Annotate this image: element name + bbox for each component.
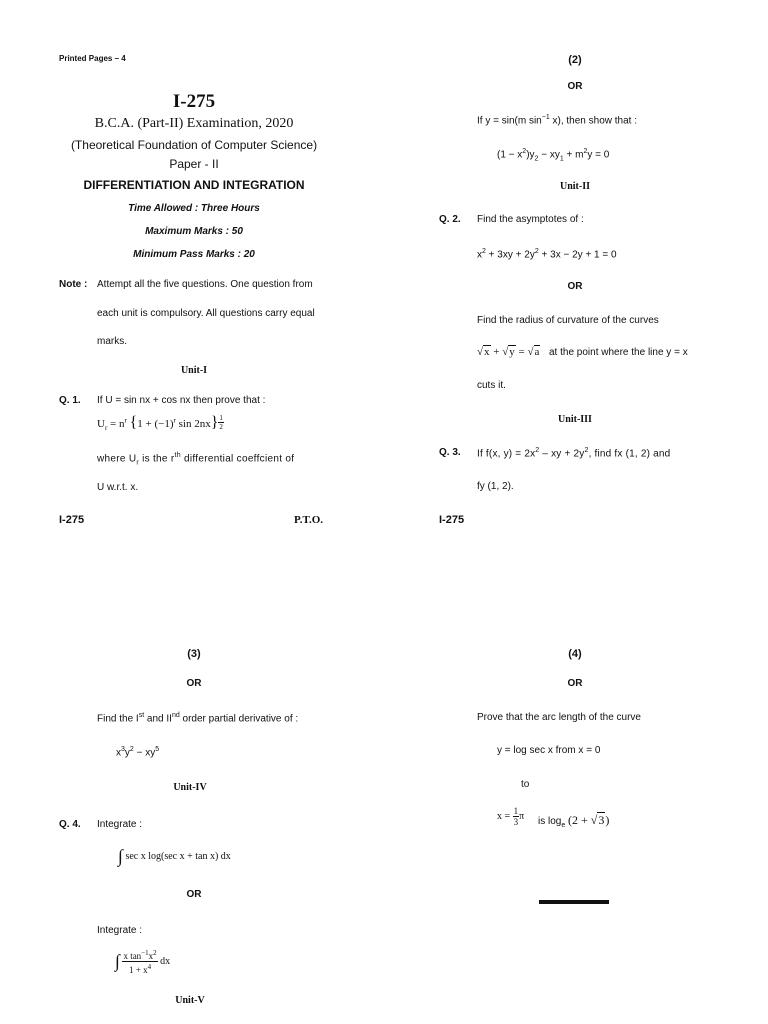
asymptote-equation: $x^2 + 3xy + 2y^2 + 3x - 2y + 1 = 0$: [477, 248, 617, 261]
unit-heading: Unit-IV: [173, 782, 207, 793]
unit-heading: Unit-I: [180, 365, 208, 376]
page-number: (2): [568, 54, 582, 66]
time-allowed: Time Allowed : Three Hours: [128, 203, 260, 214]
printed-pages: Printed Pages – 4: [59, 54, 126, 63]
q-text-b: x), then show that :: [549, 115, 637, 127]
partial-text-a: Find the I: [97, 713, 139, 725]
q-text-a: If y = sin(m sin: [477, 115, 542, 127]
where-text-c: differential coeffcient of: [180, 453, 295, 465]
unit-heading: Unit-V: [175, 995, 205, 1006]
to-text: to: [521, 779, 530, 790]
q1-where-line-2: U w.r.t. x.: [97, 482, 139, 493]
differential-equation: $(1 - x^2)y_2 - xy_1 + m^2y = 0$: [497, 148, 610, 163]
note-label: Note :: [59, 279, 88, 290]
partial-question: Find the Ist and IInd order partial derivative of :: [97, 712, 299, 725]
or-heading: OR: [186, 678, 202, 689]
min-marks: Minimum Pass Marks : 20: [133, 249, 255, 260]
exam-title: B.C.A. (Part-II) Examination, 2020: [94, 116, 294, 131]
q1-formula: $U_r = n^r$ {$1 + (-1)^r$ sin 2nx} $\frac{1}{2}$: [97, 414, 223, 433]
result-text: is $\log_e (2 + √3)$: [538, 813, 610, 829]
paper-code-heading: I-275: [172, 91, 216, 112]
footer-paper-code: I-275: [439, 514, 465, 526]
page-number: (3): [187, 648, 201, 660]
question-label: Q. 2.: [439, 214, 461, 225]
q3-text-c: , find fx (1, 2) and: [588, 448, 671, 460]
footer-pto: P.T.O.: [294, 514, 324, 526]
integrate-label-2: Integrate :: [97, 925, 143, 936]
integrate-label-1: Integrate :: [97, 819, 143, 830]
curve-equation: √x + √y = √a: [477, 346, 540, 358]
integral-1: ∫ sec x log(sec x + tan x) dx: [118, 846, 231, 866]
where-text-a: where U: [97, 453, 137, 465]
unit-heading: Unit-II: [559, 181, 591, 192]
is-log-text: is log: [538, 816, 562, 827]
or-heading: OR: [567, 281, 583, 292]
question-text: Find the asymptotes of :: [477, 214, 584, 225]
page-number: (4): [568, 648, 582, 660]
paper-number: Paper - II: [169, 157, 219, 171]
note-line-3: marks.: [97, 336, 127, 347]
or-heading: OR: [567, 678, 583, 689]
or-heading: OR: [186, 889, 202, 900]
where-text-b: is the r: [138, 453, 175, 465]
q1-where-line: where $U_r$ is the $r^{th}$ differential coeffcient of: [97, 452, 295, 467]
max-marks: Maximum Marks : 50: [145, 226, 243, 237]
unit-heading: Unit-III: [558, 414, 592, 425]
question-label: Q. 1.: [59, 395, 81, 406]
note-line-1: Attempt all the five questions. One question from: [97, 279, 313, 290]
or-heading: OR: [567, 81, 583, 92]
question-text: If U = sin nx + cos nx then prove that :: [97, 395, 266, 406]
radius-question: Find the radius of curvature of the curves: [477, 315, 659, 326]
subject-title: (Theoretical Foundation of Computer Science): [70, 138, 318, 152]
partial-text-c: order partial derivative of :: [179, 713, 299, 725]
question-text: If f(x, $y) = 2x^2$ – xy + $2y^2$, find fx (1, 2) and: [477, 447, 671, 460]
footer-paper-code: I-275: [59, 514, 85, 526]
question-label: Q. 3.: [439, 447, 461, 458]
arc-length-question: Prove that the arc length of the curve: [477, 712, 641, 723]
q3-text-b: – xy + 2y: [539, 448, 585, 460]
partial-function: $x^3y^2 - xy^5$: [116, 746, 160, 759]
cuts-text: cuts it.: [477, 380, 506, 391]
end-rule: [539, 900, 609, 904]
paper-title: DIFFERENTIATION AND INTEGRATION: [83, 178, 305, 192]
integral-2: ∫ $\frac{x \tan^{-1}x^2}{1 + x^4}$ dx: [115, 949, 171, 975]
q3-line-2: fy (1, 2).: [477, 481, 514, 492]
note-line-2: each unit is compulsory. All questions carry equal: [97, 308, 315, 319]
radius-point-text: at the point where the line y = x: [549, 347, 688, 358]
question-text: If y = sin(m $\sin^{-1} x$), then show that :: [477, 114, 637, 127]
q3-text-a: If f(x, y) = 2x: [477, 448, 536, 460]
partial-text-b: and II: [144, 713, 172, 725]
upper-limit: x = $\frac{1}{3}$ π: [497, 806, 525, 827]
question-label: Q. 4.: [59, 819, 81, 830]
curve-definition: y = log sec x from x = 0: [497, 745, 601, 756]
